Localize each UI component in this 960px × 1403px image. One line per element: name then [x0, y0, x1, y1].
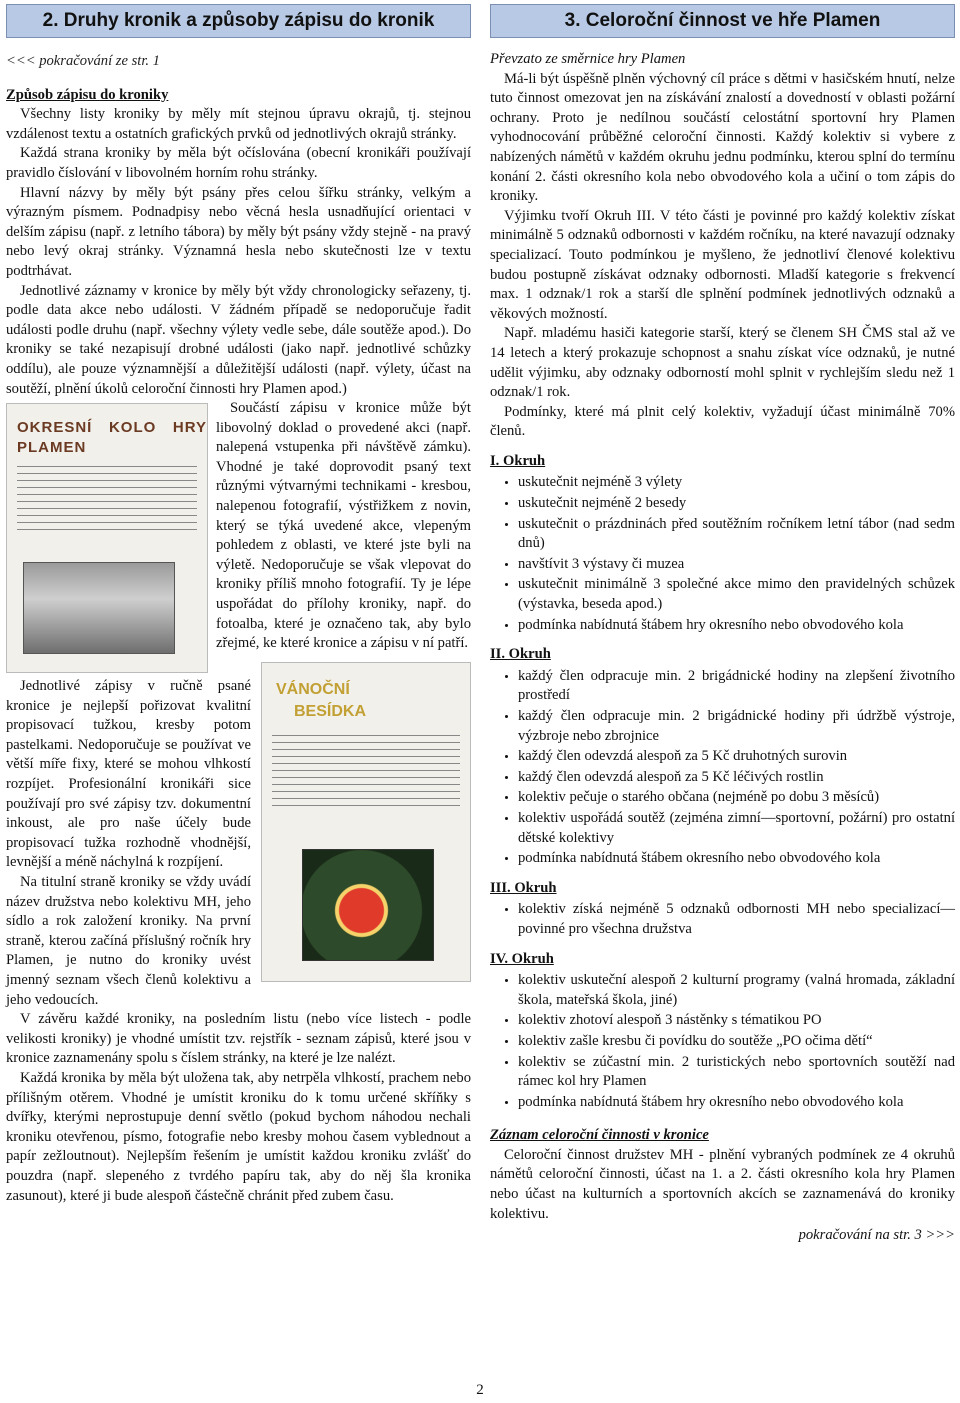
continued-link[interactable]: pokračování na str. 3 >>>: [798, 1227, 955, 1244]
subtitle: Způsob zápisu do kroniky: [6, 86, 169, 103]
source-note: Převzato ze směrnice hry Plamen: [490, 51, 686, 67]
paragraph: Má-li být úspěšně plněn výchovný cíl práce s dětmi v hasičském hnutí, nelze tuto činnost omezovat jen na získávání znalostí a dovedností v oblasti požární ochrany. Proto je nedílnou součástí celostátní sportovní hry Plamen vyhodnocování průběžné celoroční činnosti. Každý kolektiv si vybere z nabízených námětů v každém okruhu jednu podmínku, kterou splní do termínu konání 2. části okresního kola nebo obvodového kola a učiní o tom zápis do kroniky.: [490, 70, 955, 205]
left-column: [6, 4, 471, 1206]
list-item: • kolektiv pečuje o starého občana (nejméně po dobu 3 měsíců): [518, 788, 955, 808]
okruh-list: [490, 971, 955, 1112]
list-item: • uskutečnit nejméně 3 výlety: [518, 473, 955, 493]
paragraph: Např. mladému hasiči kategorie starší, který se členem SH ČMS stal až ve 14 letech a který prokazuje schopnost a snahu získat více odznaků, je nutné udělit výjimku, aby odznaky odborností mohl splnit v rychlejším sledu než 1 odznak/1 rok.: [490, 325, 955, 401]
paragraph: Každá kronika by měla být uložena tak, aby netrpěla vlhkostí, prachem nebo přílišným otěrem. Vhodné je umístit kroniku do k tomu určené skříňky s dvířky, kterými neprostupuje denní světlo (pokud bychom náhodou nechali kroniku otevřenou, písmo, fotografie nebo kresby mohou časem vyblednout a papír zežloutnout). Nejlepším řešením je umístit každou kroniku zvlášť do pouzdra (např. slepeného z tvrdého papíru tak, aby do něj šla kronika zasunout), které ji bude alespoň částečně chránit před zubem času.: [6, 1069, 471, 1204]
photo-image: [23, 562, 175, 654]
list-item: • kolektiv získá nejméně 5 odznaků odbornosti MH nebo specializací—povinné pro všechna družstva: [518, 900, 955, 939]
paragraph: Hlavní názvy by měly být psány přes celou šířku stránky, velkým a výrazným písmem. Podnadpisy nebo věcná hesla usnadňující orientaci v delším zápisu (např. z letního tábora) by měly být psány vždy stejně - na pravý nebo levý okraj stránky. Významná hesla nebo skutečnosti lze v textu podtrhávat.: [6, 184, 471, 279]
section-header-left: 2. Druhy kronik a způsoby zápisu do kronik: [6, 4, 471, 38]
paragraph: Každá strana kroniky by měla být očíslována (obecní kronikáři používají pravidlo číslování v libovolném horním rohu stránky.: [6, 145, 471, 181]
photo-caption: OKRESNÍ KOLO HRY PLAMEN: [17, 419, 207, 456]
paragraph: Všechny listy kroniky by měly mít stejnou úpravu okrajů, tj. stejnou vzdálenost textu a ostatních grafických prvků od jednotlivých okrajů stránky.: [6, 106, 471, 142]
list-item: • každý člen odpracuje min. 2 brigádnické hodiny při údržbě výstroje, výzbroje nebo zbrojnice: [518, 707, 955, 746]
left-body: [6, 52, 471, 1206]
paragraph: Jednotlivé záznamy v kronice by měly být vždy chronologicky seřazeny, tj. podle data akce nebo události. V žádném případě se nedoporučuje řadit události podle druhu (např. všechny výlety vedle sebe, dále soutěže apod.). Do kroniky se také nezapisují drobné události (jako např. jednotlivé schůzky oddílu), ale pouze významnější a důležitější události (např. výlety, účast na soutěží, plnění úkolů celoroční činnosti hry Plamen apod.): [6, 282, 471, 397]
list-item: • kolektiv zhotoví alespoň 3 nástěnky s tématikou PO: [518, 1011, 955, 1031]
list-item: • uskutečnit minimálně 3 společné akce mimo den pravidelných schůzek (výstavka, beseda apod.): [518, 575, 955, 614]
photo-image: [302, 849, 434, 961]
list-item: • uskutečnit nejméně 2 besedy: [518, 494, 955, 514]
okruh-list: [490, 473, 955, 635]
chronicle-photo-vanocni-besidka: [261, 662, 471, 982]
list-item: • každý člen odevzdá alespoň za 5 Kč léčivých rostlin: [518, 768, 955, 788]
okruh-title: III. Okruh: [490, 879, 557, 896]
page-number: 2: [476, 1382, 484, 1398]
okruh-title: IV. Okruh: [490, 950, 554, 967]
list-item: • kolektiv se zúčastní min. 2 turistických nebo sportovních soutěží nad rámec kol hry Plamen: [518, 1053, 955, 1092]
okruh-title: I. Okruh: [490, 452, 546, 469]
okruh-list: [490, 900, 955, 939]
list-item: • kolektiv uspořádá soutěž (zejména zimní—sportovní, požární) pro ostatní dětské kolektivy: [518, 809, 955, 848]
photo-caption: VÁNOČNÍ BESÍDKA: [276, 680, 367, 720]
list-item: • podmínka nabídnutá štábem okresního nebo obvodového kola: [518, 849, 955, 869]
right-body: [490, 50, 955, 1246]
paragraph: Na titulní straně kroniky se vždy uvádí název družstva nebo kolektivu MH, jeho sídlo a rok založení kroniky. Na první straně, kterou začíná příslušný ročník hry Plamen, je nutno do kroniky uvést jmenný seznam všech členů kolektivu a jeho vedoucích.: [6, 874, 251, 1008]
list-item: • navštívit 3 výstavy či muzea: [518, 555, 955, 575]
list-item: • podmínka nabídnutá štábem hry okresního nebo obvodového kola: [518, 616, 955, 636]
chronicle-photo-okresni-kolo: [6, 403, 208, 673]
paragraph: Podmínky, které má plnit celý kolektiv, vyžadují účast minimálně 70% členů.: [490, 403, 955, 440]
continued-note: <<< pokračování ze str. 1: [6, 53, 160, 69]
paragraph: Celoroční činnost družstev MH - plnění vybraných podmínek ze 4 okruhů námětů celoroční činnosti, účast na 1. a 2. části okresního kola hry Plamen nebo účast na kulturních a sportovních akcích se zaznamenává do kroniky kolektivu.: [490, 1146, 955, 1222]
list-item: • každý člen odpracuje min. 2 brigádnické hodiny na zlepšení životního prostředí: [518, 667, 955, 706]
okruh-list: [490, 667, 955, 869]
paragraph: Součástí zápisu v kronice může být libovolný doklad o provedené akci (např. nalepená vstupenka při návštěvě zámku). Vhodné je také doprovodit psaný text různými výtvarnými technikami - kresbou, nalepenou fotografií, výstřižkem z novin, který se týká uvedené akce, vlepeným pohledem z oblasti, ve které jste byli na výletě. Nedoporučuje se však vlepovat do kroniky příliš mnoho fotografií. Ty je lépe uspořádat do přílohy kroniky, např. do fotoalba, které je označeno tak, aby bylo zřejmé, ke které kronice a zápisu v ní patří.: [216, 400, 471, 652]
okruh-title: II. Okruh: [490, 646, 551, 663]
right-column: [490, 4, 955, 1246]
list-item: • každý člen odevzdá alespoň za 5 Kč druhotných surovin: [518, 747, 955, 767]
zaznam-title: Záznam celoroční činnosti v kronice: [490, 1127, 709, 1144]
paragraph: Výjimku tvoří Okruh III. V této části je povinné pro každý kolektiv získat minimálně 5 odznaků odbornosti v každém ročníku, na které navazují odznaky specializací. Touto podmínkou je myšleno, že jednotliví členové kolektivu budou postupně získávat odznaky odbornosti. Mladší kategorie s frekvencí max. 1 odznak/1 rok a starší dle splnění podmínek jednotlivých odznaků a věkových možností.: [490, 207, 955, 322]
list-item: • uskutečnit o prázdninách před soutěžním ročníkem letní tábor (nad sedm dnů): [518, 515, 955, 554]
list-item: • kolektiv uskuteční alespoň 2 kulturní programy (valná hromada, základní škola, mateřská škola, jiné): [518, 971, 955, 1010]
list-item: • podmínka nabídnutá štábem hry okresního nebo obvodového kola: [518, 1093, 955, 1113]
list-item: • kolektiv zašle kresbu či povídku do soutěže „PO očima dětí“: [518, 1032, 955, 1052]
paragraph: V závěru každé kroniky, na posledním listu (nebo více listech - podle velikosti kroniky) je vhodné umístit tzv. rejstřík - seznam zápisů, které jsou v kronice zaznamenány spolu s číslem stránky, na které je lze nalézt.: [6, 1011, 471, 1067]
section-header-right: 3. Celoroční činnost ve hře Plamen: [490, 4, 955, 38]
paragraph: Jednotlivé zápisy v ručně psané kronice je nejlepší pořizovat kvalitní propisovací tužkou, kresby potom pastelkami. Nedoporučuje se používat ve větší míře fixy, které se mohou vlhkostí rozpíjet. Profesionální kronikáři sice používají pro své zápisy tzv. dokumentní inkoust, ale pro naše účely bude propisovací tužka rozhodně vhodnější, levnější a méně náchylná k rozpíjení.: [6, 678, 251, 871]
